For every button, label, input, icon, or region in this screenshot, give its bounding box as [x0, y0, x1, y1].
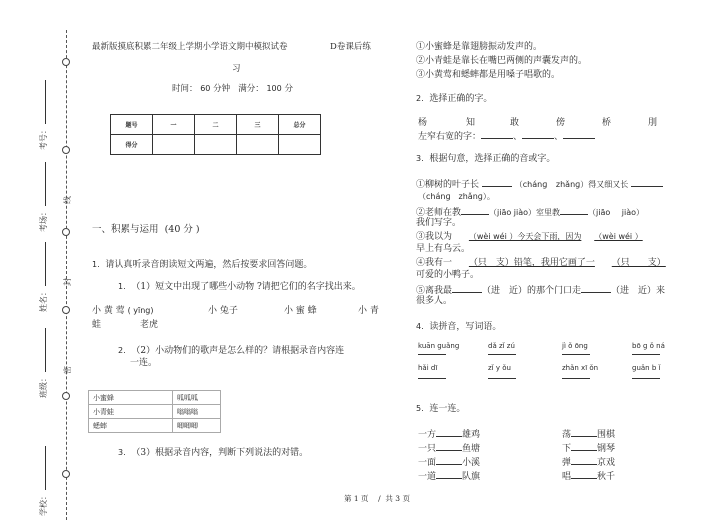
animal-name: 老虎: [140, 320, 159, 330]
question-text: （2）小动物们的歌声是怎么样的？请根据录音内容连: [131, 346, 345, 356]
seal-mark-seal: 封: [63, 278, 72, 286]
match-line: [436, 428, 462, 437]
question-3: [416, 154, 555, 165]
q3-line: [416, 178, 663, 191]
answer-blank[interactable]: [488, 378, 516, 379]
answer-blank[interactable]: [418, 354, 446, 355]
match-word: 队旗: [462, 472, 481, 482]
table-row: [89, 405, 221, 419]
answer-blank[interactable]: [560, 206, 588, 215]
table-row: [89, 419, 221, 433]
match-word: 小溪: [462, 458, 481, 468]
answer-blank[interactable]: [461, 206, 489, 215]
page-total: 共 3 页: [385, 494, 410, 503]
table-cell: 蟋蟀: [89, 419, 173, 433]
q3-text: ①柳树的叶子长: [416, 180, 480, 190]
pinyin-option: [418, 192, 495, 203]
full-score-label: 满分：: [238, 84, 264, 94]
page-footer: [344, 494, 410, 503]
pinyin-option: jiào）: [621, 208, 644, 217]
question-number: 3.: [118, 448, 126, 457]
binding-hole: [62, 228, 70, 236]
table-cell: 唧唧唧: [173, 419, 221, 433]
student-id-field[interactable]: [38, 80, 49, 150]
pinyin-prompt: dǎ zǐ zú: [488, 342, 515, 350]
binding-hole: [62, 146, 70, 154]
question-number: 2.: [416, 94, 424, 103]
score-table-header-row: [111, 115, 321, 135]
question-text: 请认真听录音朗读短文两遍，然后按要求回答问题。: [105, 260, 313, 270]
exam-title: 最新版摸底积累二年级上学期小学语文期中模拟试卷: [92, 42, 288, 52]
q3-text: ④我有一: [416, 258, 453, 268]
pinyin-prompt: jì ǒ ōnɡ: [562, 342, 588, 350]
animal-name: 小 蜜 蜂: [284, 306, 317, 316]
question-text: （3）根据录音内容，判断下列说法的对错。: [131, 448, 309, 458]
match-word: 一道: [418, 472, 437, 482]
question-text: 读拼音，写词语。: [429, 322, 502, 332]
binding-dashed-line: [66, 30, 67, 520]
pinyin-prompt: hǎi dī: [418, 364, 438, 372]
match-word: 下: [562, 444, 572, 454]
match-right-item[interactable]: [562, 442, 615, 455]
judge-statement: ②小青蛙是靠长在嘴巴两侧的声囊发声的。: [416, 56, 588, 66]
seal-mark-line: 线: [63, 196, 72, 204]
exam-title-cont: 习: [232, 64, 241, 74]
match-word: 唱: [562, 472, 572, 482]
match-word: 一方: [418, 430, 437, 440]
table-row: [89, 391, 221, 405]
question-2: [416, 94, 492, 105]
match-line: [436, 456, 462, 465]
table-cell: 小青蛙: [89, 405, 173, 419]
score-entry-cell[interactable]: [195, 135, 237, 155]
pinyin-text: （chánɡ zhǎnɡ）。: [418, 192, 495, 201]
question-number: 5.: [416, 404, 424, 413]
match-line: [436, 470, 462, 479]
animal-name: 蛙: [92, 320, 102, 330]
pinyin-option: （chánɡ: [514, 180, 548, 189]
answer-blank[interactable]: [482, 178, 512, 187]
match-word: 鱼塘: [462, 444, 481, 454]
pinyin-prompt: kuān ɡuǎnɡ: [418, 342, 460, 350]
binding-hole: [62, 58, 70, 66]
exam-room-label: 考场：: [39, 208, 48, 232]
char-choice: 知: [466, 118, 476, 128]
score-entry-cell[interactable]: [237, 135, 279, 155]
answer-blank[interactable]: [522, 130, 554, 139]
class-field[interactable]: [38, 328, 49, 398]
answer-blank[interactable]: [562, 354, 590, 355]
question-text-cont: ?请把它们的名字找出来。: [256, 282, 361, 292]
match-word: 钢琴: [597, 444, 616, 454]
q3-text: ⑤离我最: [416, 286, 453, 296]
char-choice: 敢: [510, 118, 520, 128]
match-word: 一只: [418, 444, 437, 454]
score-entry-cell[interactable]: [279, 135, 321, 155]
question-number: 3.: [416, 154, 424, 163]
question-5: [416, 404, 465, 415]
pinyin-prompt: bō ɡ ǒ ná: [632, 342, 665, 350]
match-word: 京戏: [597, 458, 616, 468]
match-left-item[interactable]: [418, 442, 480, 455]
q3-line: [416, 206, 644, 219]
animal-name: 小 兔子: [208, 306, 238, 316]
pinyin-option: zhǎnɡ）得又细又长: [555, 180, 629, 189]
pinyin-prompt: zǐ y ǒu: [488, 364, 511, 372]
section-title: [92, 224, 200, 235]
match-line: [571, 456, 597, 465]
school-field[interactable]: [38, 446, 49, 516]
name-label: 姓名：: [39, 288, 48, 312]
q3-line: [416, 232, 643, 243]
answer-blank[interactable]: [581, 284, 611, 293]
q3-text: 我们写字。: [416, 218, 462, 228]
table-cell: 三: [237, 115, 279, 135]
match-right-item[interactable]: [562, 456, 615, 469]
char-option: （进 近）的那个门口走: [482, 286, 582, 296]
question-text: 选择正确的字。: [429, 94, 493, 104]
question-text: （1）短文中出现了哪些小动物: [131, 282, 255, 292]
question-1: [92, 260, 312, 271]
seal-mark-secret: 密: [63, 366, 72, 374]
question-4: [416, 322, 501, 333]
match-line: [571, 442, 597, 451]
char-choice: 桥: [602, 118, 612, 128]
pinyin-prompt: ɡuǎn b ǐ: [632, 364, 661, 372]
match-word: 雄鸡: [462, 430, 481, 440]
answer-blank[interactable]: [562, 378, 590, 379]
answer-blank[interactable]: [452, 284, 482, 293]
answer-blank[interactable]: [631, 178, 663, 187]
table-cell: 小蜜蜂: [89, 391, 173, 405]
table-cell: 总分: [279, 115, 321, 135]
page-number: 第 1 页: [344, 494, 369, 503]
question-number: 1.: [118, 282, 126, 291]
pinyin-option: （jiāo jiào）室里教: [489, 208, 561, 217]
match-word: 弹: [562, 458, 572, 468]
answer-blank[interactable]: [488, 354, 516, 355]
full-score-unit: 分: [284, 84, 293, 94]
table-cell: 呱呱呱: [173, 391, 221, 405]
match-left-item[interactable]: [418, 428, 480, 441]
animal-sound-table: [88, 390, 221, 433]
time-value: 60: [200, 84, 211, 93]
table-cell: 二: [195, 115, 237, 135]
match-left-item[interactable]: [418, 456, 480, 469]
question-number: 2.: [118, 346, 126, 355]
match-word: 荡: [562, 430, 572, 440]
char-option: （进 近）来: [611, 286, 666, 296]
match-right-item[interactable]: [562, 428, 615, 441]
answer-blank[interactable]: [481, 130, 513, 139]
score-table: [110, 114, 321, 155]
pinyin-prompt: zhǎn xī ǒn: [562, 364, 599, 372]
section-title-text: 一、积累与运用: [92, 224, 159, 235]
question-number: 1.: [92, 260, 100, 269]
answer-blank[interactable]: [632, 354, 660, 355]
match-line: [571, 428, 597, 437]
animal-pinyin: ( yīng): [127, 306, 154, 315]
answer-blank[interactable]: [563, 130, 595, 139]
animal-list-row1: [92, 306, 154, 317]
sub-question-2: [118, 346, 344, 357]
q3-text: ③我以为: [416, 232, 453, 242]
answer-prompt: 左窄右宽的字：: [418, 132, 482, 142]
table-cell: 嗡嗡嗡: [173, 405, 221, 419]
question-text: 连一连。: [429, 404, 466, 414]
student-id-label: 考号：: [39, 126, 48, 150]
exam-title-variant: D卷课后练: [330, 42, 371, 52]
answer-blank[interactable]: [418, 378, 446, 379]
section-points: (40 分 ): [164, 224, 200, 235]
table-cell: 题号: [111, 115, 153, 135]
pinyin-option: （jiāo: [588, 208, 611, 217]
class-label: 班级：: [39, 374, 48, 398]
page-separator: /: [378, 494, 381, 503]
sub-question-1: [118, 282, 361, 293]
full-score-value: 100: [266, 84, 282, 93]
match-word: 秋千: [597, 472, 616, 482]
table-cell: 一: [153, 115, 195, 135]
name-field[interactable]: [38, 242, 49, 312]
question-text: 根据句意，选择正确的音或字。: [429, 154, 556, 164]
exam-time-info: [172, 84, 293, 94]
char-option: （只 支）铅笔，我用它画了一: [468, 258, 595, 268]
match-line: [436, 442, 462, 451]
match-line: [571, 470, 597, 479]
judge-statement: ①小蜜蜂是靠翅膀振动发声的。: [416, 42, 543, 52]
time-label: 时间：: [172, 84, 198, 94]
q3-line: [416, 284, 665, 297]
time-unit: 分钟: [213, 84, 231, 94]
binding-hole: [62, 306, 70, 314]
exam-room-field[interactable]: [38, 162, 49, 232]
animal-name: 小 黄 莺: [92, 306, 125, 316]
match-word: 一面: [418, 458, 437, 468]
match-right-item[interactable]: [562, 470, 615, 483]
question-text-cont: 一连。: [130, 358, 158, 368]
sub-question-3: [118, 448, 308, 459]
char-choice: 刖: [648, 118, 658, 128]
match-left-item[interactable]: [418, 470, 480, 483]
question-number: 4.: [416, 322, 424, 331]
pinyin-option: （wèi wéi ）: [594, 232, 643, 241]
q3-line: [416, 258, 666, 269]
pinyin-option: （wèi wéi ）今天会下雨，因为: [468, 232, 582, 241]
answer-line-row: 左窄右宽的字： 、 、: [418, 130, 595, 143]
binding-hole: [62, 392, 70, 400]
judge-statement: ③小黄莺和蟋蟀都是用嗓子唱歌的。: [416, 70, 561, 80]
binding-hole: [62, 470, 70, 478]
score-entry-cell[interactable]: [153, 135, 195, 155]
school-label: 学校：: [39, 492, 48, 516]
answer-blank[interactable]: [632, 378, 660, 379]
q3-text: 可爱的小鸭子。: [416, 270, 480, 280]
table-cell: 得分: [111, 135, 153, 155]
char-choice: 杨: [418, 118, 428, 128]
q3-text: 很多人。: [416, 296, 453, 306]
char-choice: 傍: [556, 118, 566, 128]
animal-name: 小 青: [358, 306, 379, 316]
match-word: 围棋: [597, 430, 616, 440]
q3-text: 早上有乌云。: [416, 244, 471, 254]
q3-text: ②老师在教: [416, 208, 462, 218]
char-option: （只 支）: [611, 258, 666, 268]
score-table-score-row: [111, 135, 321, 155]
